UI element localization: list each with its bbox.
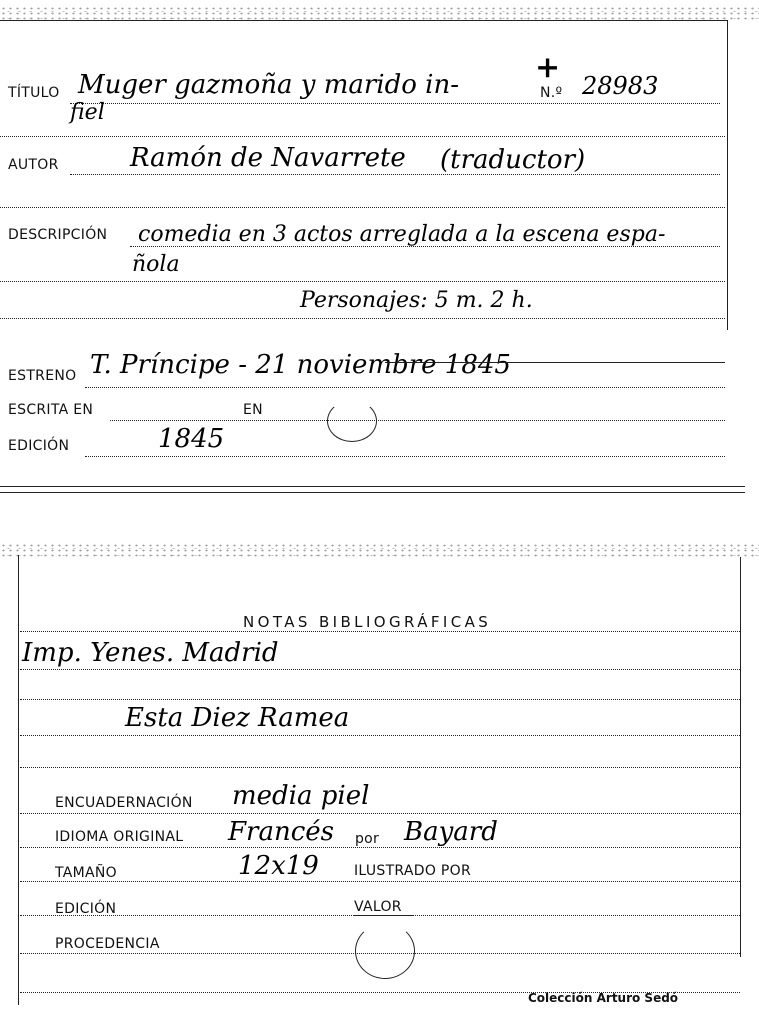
autor-note: (traductor) — [440, 145, 586, 175]
titulo-rule — [70, 103, 720, 104]
estreno-value: T. Príncipe - 21 noviembre 1845 — [90, 350, 511, 380]
titulo-value-cont: fiel — [70, 100, 105, 125]
cross-mark: + — [535, 50, 561, 85]
catalog-card-back — [0, 535, 759, 1028]
autor-label: AUTOR — [8, 157, 59, 173]
edicion-label: EDICIÓN — [8, 438, 70, 454]
rule-2 — [20, 699, 740, 700]
descripcion-label: DESCRIPCIÓN — [8, 227, 108, 243]
rule-6 — [0, 281, 725, 282]
autor-value: Ramón de Navarrete — [130, 143, 406, 173]
estreno-rule-right — [385, 362, 725, 363]
estreno-rule — [85, 387, 725, 388]
encuadernacion-value: media piel — [232, 781, 370, 811]
por-label: por — [355, 831, 380, 847]
note-line-1: Imp. Yenes. Madrid — [22, 638, 279, 668]
rule-1 — [20, 669, 740, 670]
idioma-label: IDIOMA ORIGINAL — [55, 829, 184, 845]
por-value: Bayard — [404, 817, 498, 847]
card-top-border — [0, 20, 728, 21]
hole-punch-mark — [327, 400, 377, 442]
number-value: 28983 — [582, 72, 659, 100]
descripcion-value: comedia en 3 actos arreglada a la escena espa- — [138, 222, 666, 247]
procedencia-label: PROCEDENCIA — [55, 936, 160, 952]
rule-6 — [20, 847, 740, 848]
titulo-value: Muger gazmoña y marido in- — [78, 70, 460, 100]
rule-h — [20, 631, 740, 632]
encuadernacion-label: ENCUADERNACIÓN — [55, 795, 193, 811]
rule-4 — [20, 767, 740, 768]
rule-3 — [20, 735, 740, 736]
rule-2 — [0, 136, 725, 137]
personajes-note: Personajes: 5 m. 2 h. — [300, 288, 533, 313]
en-label: EN — [243, 402, 263, 418]
rule-4 — [0, 207, 725, 208]
card-front-bottom-2 — [0, 492, 745, 493]
collection-credit: Colección Arturo Sedó — [528, 991, 679, 1005]
descripcion-rule — [130, 246, 720, 247]
estreno-label: ESTRENO — [8, 368, 77, 384]
valor-underline — [354, 915, 414, 916]
titulo-label: TÍTULO — [8, 85, 60, 101]
card-front-bottom — [0, 486, 745, 487]
card-left-border — [18, 555, 19, 1005]
hole-punch-mark — [355, 923, 415, 979]
notas-heading: NOTAS BIBLIOGRÁFICAS — [243, 613, 492, 631]
rule-7 — [20, 881, 740, 882]
edicion-label: EDICIÓN — [55, 901, 117, 917]
escrita-en-label: ESCRITA EN — [8, 402, 94, 418]
tamano-label: TAMAÑO — [55, 865, 117, 881]
card-edge-texture — [0, 543, 759, 557]
rule-7 — [0, 318, 725, 319]
number-label: N.º — [540, 85, 563, 101]
card-right-border — [740, 557, 741, 957]
card-right-border — [727, 20, 728, 330]
valor-label: VALOR — [354, 899, 402, 915]
autor-rule — [70, 174, 720, 175]
descripcion-value-cont: ñola — [132, 252, 180, 277]
escrita-en-rule — [110, 420, 725, 421]
idioma-value: Francés — [228, 817, 335, 847]
card-edge-texture — [0, 6, 759, 20]
note-line-2: Esta Diez Ramea — [125, 703, 350, 733]
rule-9 — [20, 953, 740, 954]
rule-5 — [20, 813, 740, 814]
catalog-card-front — [0, 0, 759, 495]
ilustrado-label: ILUSTRADO POR — [354, 863, 471, 879]
edicion-rule — [85, 456, 725, 457]
edicion-value: 1845 — [158, 424, 225, 454]
tamano-value: 12x19 — [238, 851, 319, 881]
